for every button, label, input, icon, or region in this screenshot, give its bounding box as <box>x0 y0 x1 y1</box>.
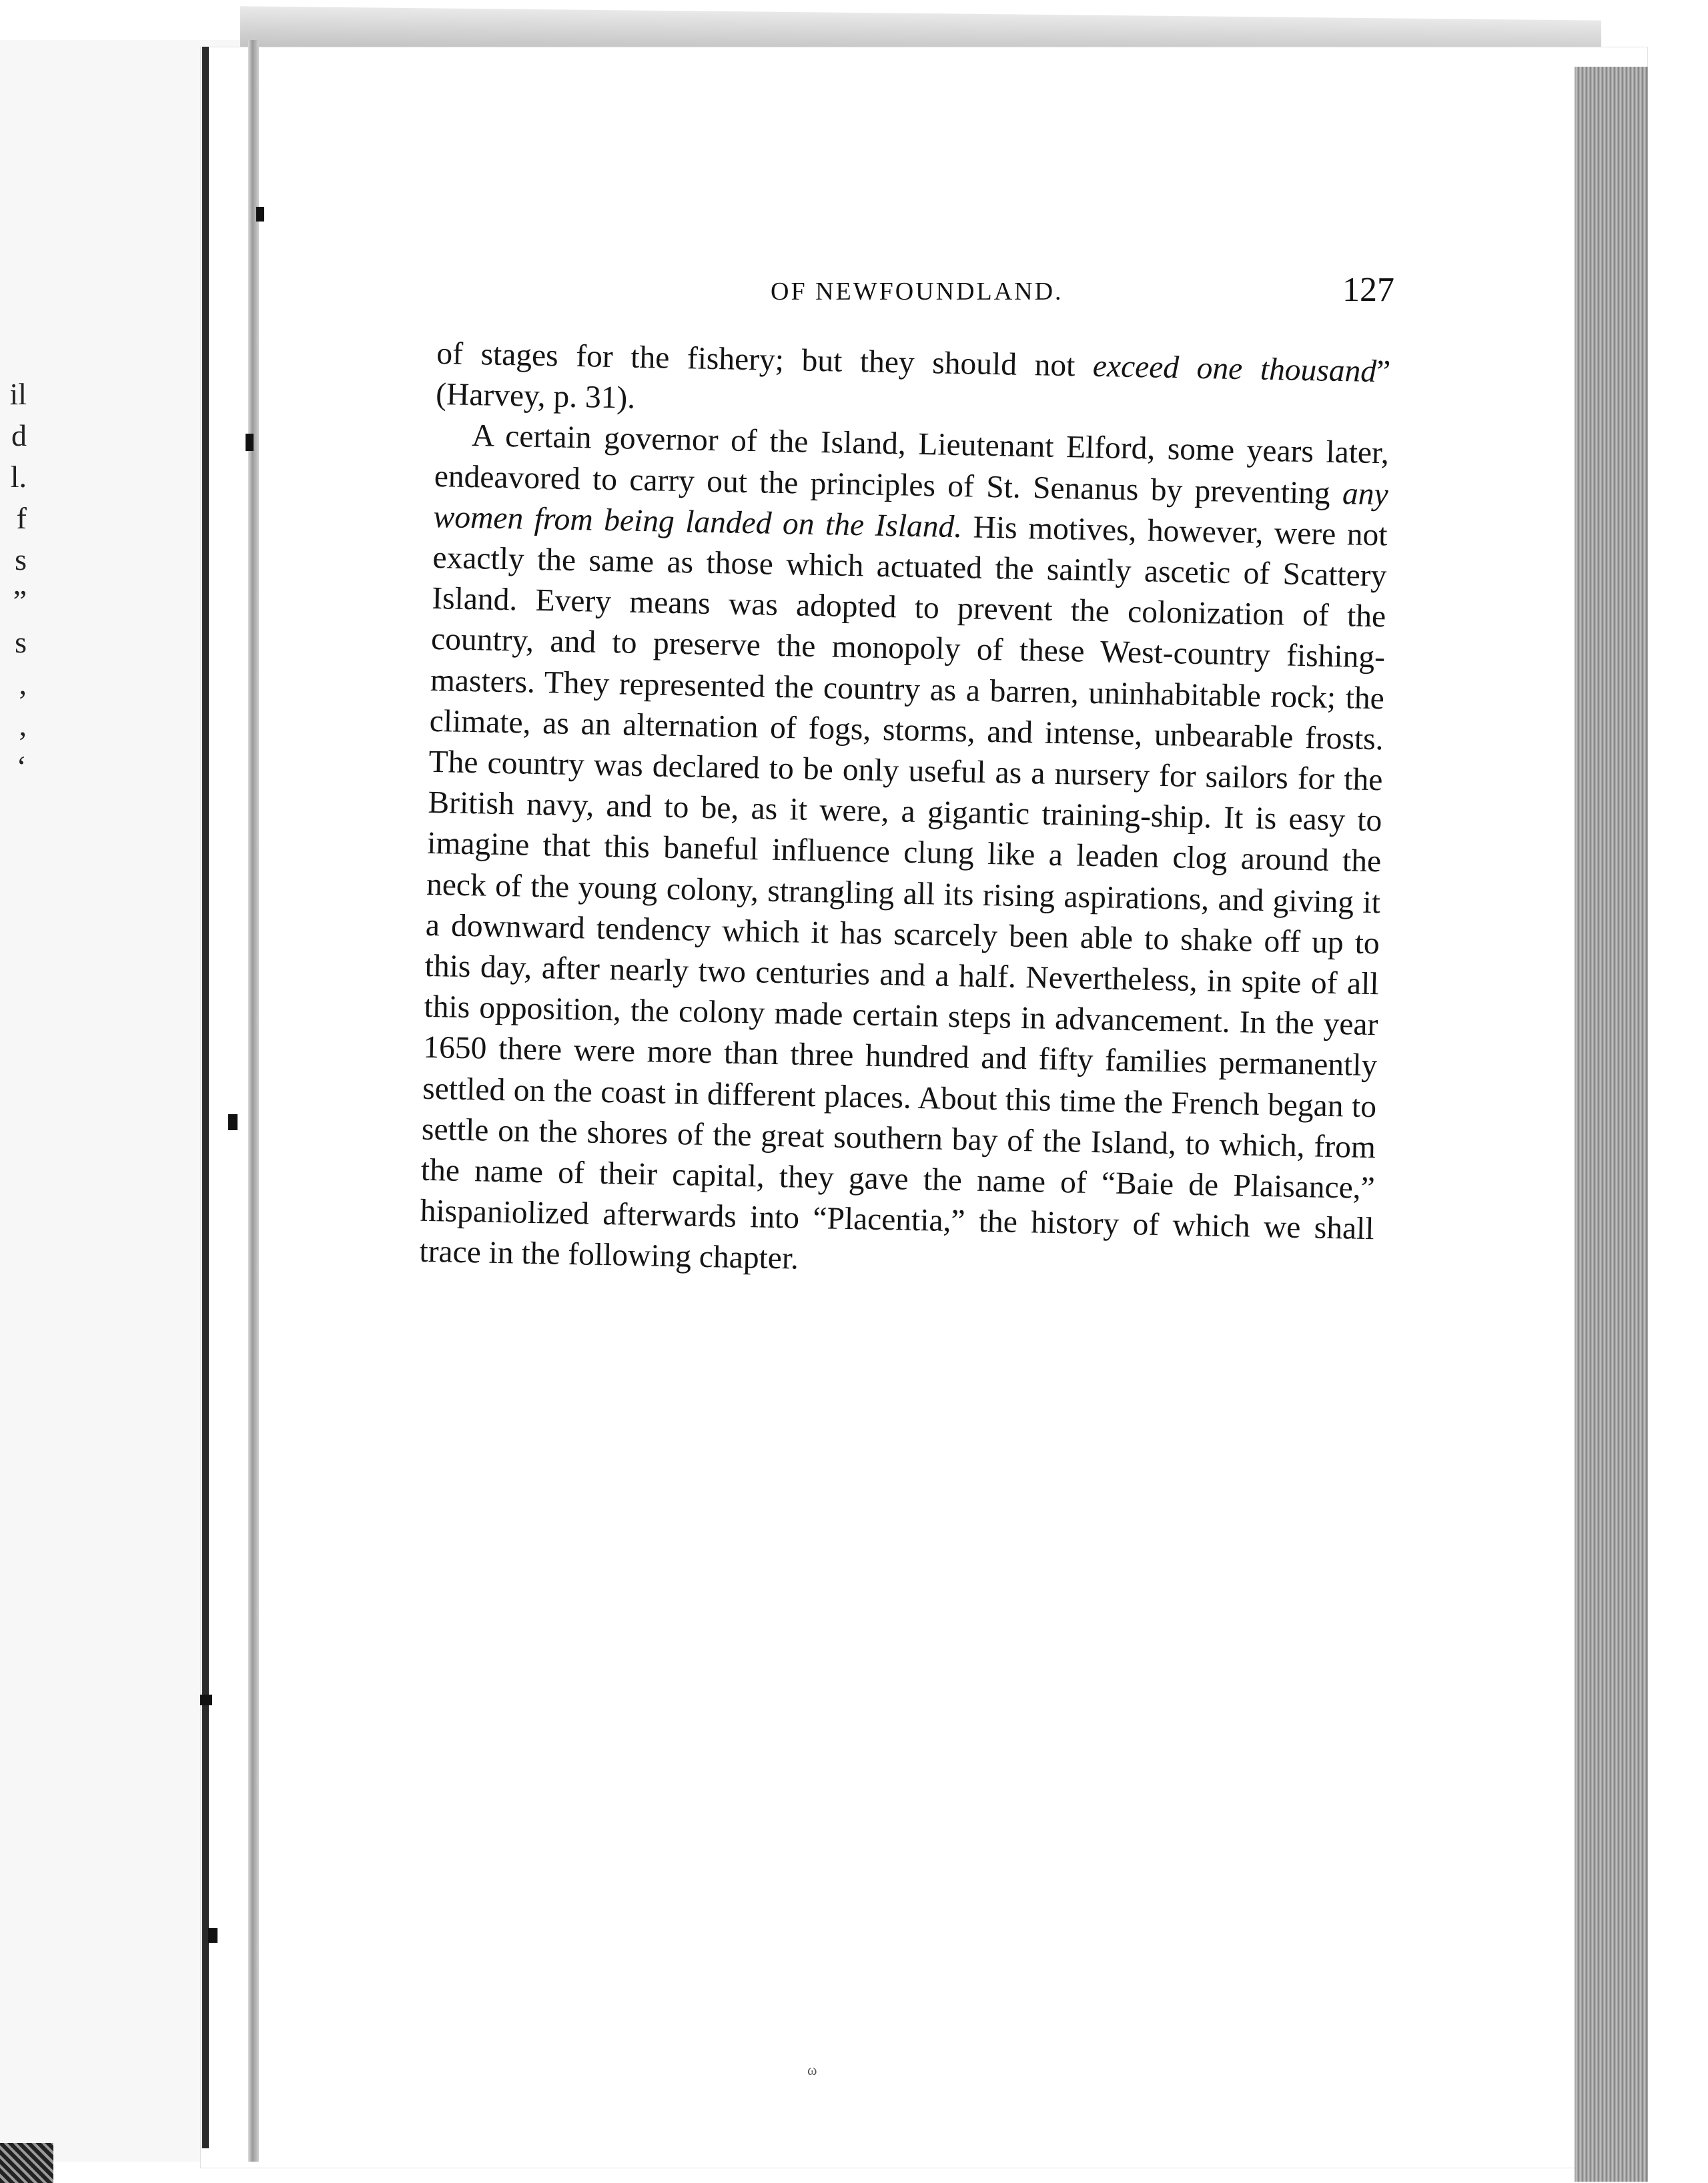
edge-fragment: ‘ <box>16 749 27 783</box>
edge-fragment: d <box>11 418 27 452</box>
edge-fragment: f <box>16 501 27 535</box>
facing-page-edge-text <box>0 374 27 787</box>
running-head: OF NEWFOUNDLAND. <box>771 278 1063 306</box>
binding-mark <box>246 434 254 451</box>
gutter <box>248 40 259 2162</box>
corner-wear <box>0 2143 53 2183</box>
italic-run: exceed one thousand <box>1092 348 1377 390</box>
body-text <box>419 334 1391 1291</box>
text-run: His motives, however, were not exactly the same as those which actuated the saintly ascetic of Scattery Island. Every means was adopted to prevent the colonization of the country, and to preserve the monopoly of these West-country fishing-masters. They represented the country as a barren, uninhabitable rock; the climate, as an alternation of fogs, storms, and intense, unbearable frosts. The country was declared to be only useful as a nursery for sailors for the British navy, and to be, as it were, a gigantic training-ship. It is easy to imagine that this baneful influence clung like a leaden clog around the neck of the young colony, strangling all its rising aspirations, and giving it a downward tendency which it has scarcely been able to shake off up to this day, after nearly two centuries and a half. Nevertheless, in spite of all this opposition, the colony made certain steps in advancement. In the year 1650 there were more than three hundred and fifty families permanently settled on the coast in different places. About this time the French began to settle on the shores of the great southern bay of the Island, to which, from the name of their capital, they gave the name of “Baie de Plaisance,” hispaniolized afterwards into “Placentia,” the history of which we shall trace in the following chapter. <box>419 509 1388 1277</box>
edge-fragment: s <box>15 542 27 576</box>
text-run: of stages for the fishery; but they should not <box>436 336 1094 384</box>
edge-fragment: , <box>19 708 27 742</box>
bottom-mark: ω <box>807 2062 817 2078</box>
binding-mark <box>208 1928 218 1943</box>
binding-mark <box>228 1114 238 1130</box>
edge-fragment: l. <box>10 460 27 494</box>
binding-mark <box>256 207 264 222</box>
edge-fragment: s <box>15 625 27 659</box>
edge-fragment: ” <box>13 584 27 618</box>
paragraph <box>419 415 1389 1290</box>
page-number: 127 <box>1342 271 1394 309</box>
page-header <box>771 270 1401 317</box>
page-stack-edge <box>1575 67 1648 2182</box>
text-run: A certain governor of the Island, Lieutenant Elford, some years later, endeavored to carry out the principles of St. Senanus by preventing <box>434 418 1390 511</box>
italic-run: any women from being landed on the Island. <box>433 476 1389 544</box>
binding-mark <box>200 1695 212 1705</box>
text-run: ” (Harvey, p. 31). <box>435 354 1391 416</box>
edge-fragment: il <box>9 377 27 411</box>
page-left-edge <box>202 47 209 2148</box>
edge-fragment: , <box>19 667 27 701</box>
